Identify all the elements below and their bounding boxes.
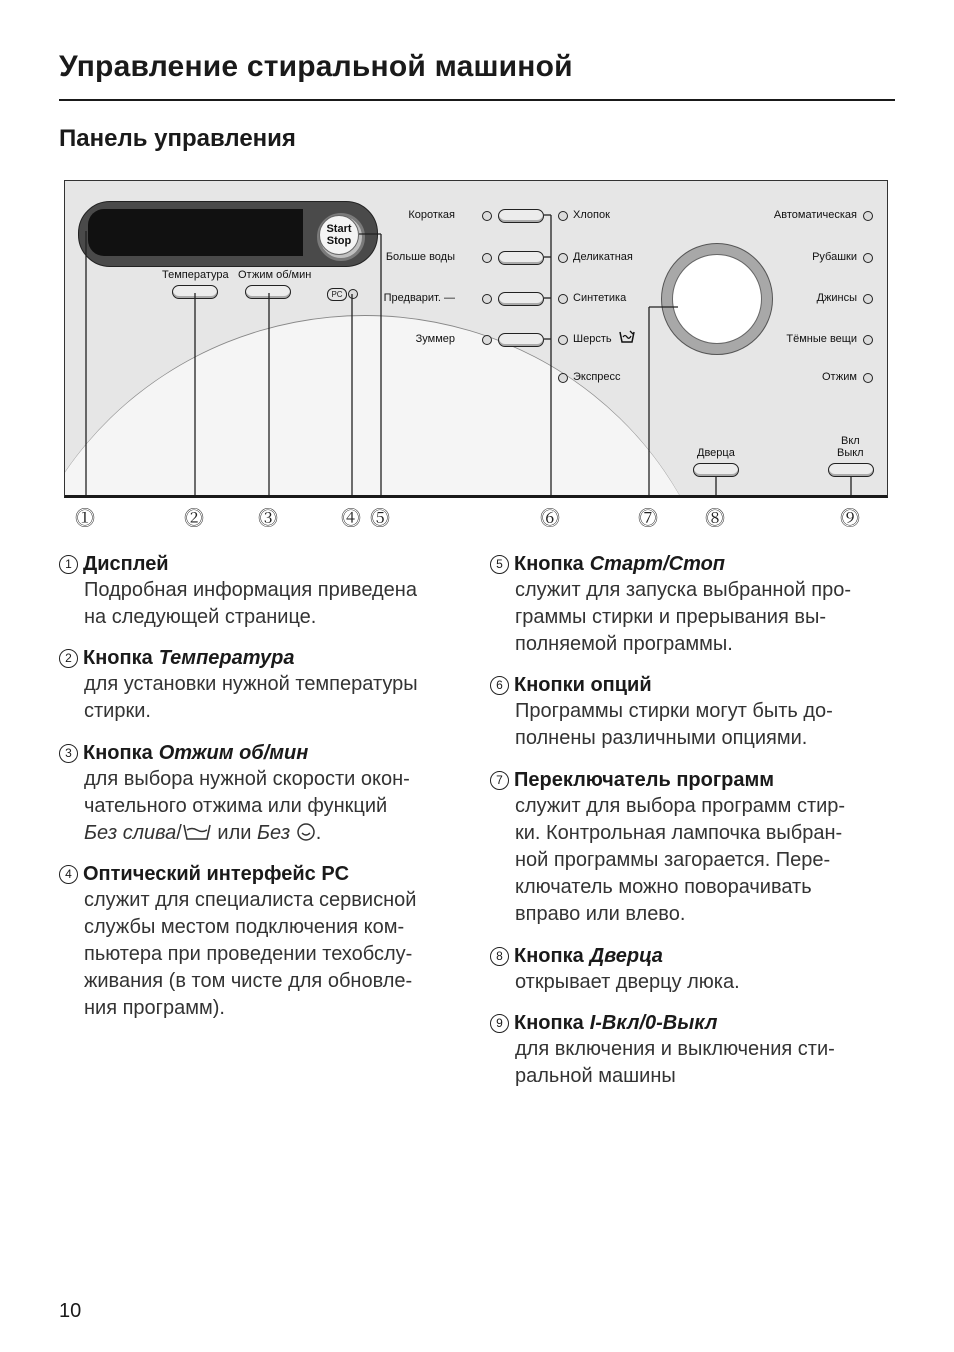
item-body-line: Без слива/ или Без .	[84, 822, 322, 844]
callout-9: ⓽	[840, 508, 860, 530]
item-number: 6	[490, 676, 509, 695]
no-spin-text: Без	[257, 822, 291, 844]
item-body-line: полняемой программы.	[515, 633, 733, 655]
no-drain-tub-icon	[182, 822, 212, 842]
program-label: Деликатная	[573, 251, 633, 263]
item-body-line: для включения и выключения сти-	[515, 1038, 835, 1060]
option-label: Зуммер	[415, 333, 455, 345]
program-label: Синтетика	[573, 292, 627, 304]
start-stop-label-line1: Start	[326, 223, 352, 235]
no-spin-icon	[296, 822, 316, 842]
item-body-line: на следующей странице.	[84, 606, 317, 628]
callout-6: ⓺	[540, 508, 560, 530]
item-number: 5	[490, 555, 509, 574]
item-body-line: ной программы загорается. Пере-	[515, 849, 831, 871]
item-body-line: служит для специалиста сервисной	[84, 889, 417, 911]
item-title: Кнопка	[514, 1012, 584, 1034]
item-body-line: служит для запуска выбранной про-	[515, 579, 852, 601]
item-title: Дисплей	[83, 553, 169, 575]
item-body-line: граммы стирки и прерывания вы-	[515, 606, 826, 628]
item-title: Кнопка	[83, 742, 153, 764]
callout-5: ⓹	[370, 508, 390, 530]
description-item-6	[490, 672, 900, 752]
description-item-5	[490, 551, 900, 658]
control-panel-illustration	[64, 180, 888, 498]
item-title: Кнопка	[514, 553, 584, 575]
temperature-label: Температура	[162, 269, 229, 281]
description-item-2	[59, 645, 469, 725]
description-item-8	[490, 943, 900, 996]
item-body-line: вправо или влево.	[515, 903, 686, 925]
program-label: Джинсы	[816, 292, 857, 304]
program-label: Шерсть	[573, 333, 612, 345]
start-stop-label-line2: Stop	[326, 235, 352, 247]
description-item-9	[490, 1010, 900, 1090]
item-body-line: ключатель можно поворачивать	[515, 876, 812, 898]
or-text: или	[217, 822, 252, 844]
item-body-line: чательного отжима или функций	[84, 795, 388, 817]
item-body-line: Программы стирки могут быть до-	[515, 700, 833, 722]
item-title: Кнопка	[83, 647, 153, 669]
callout-leader-lines	[65, 181, 888, 498]
item-body-line: службы местом подключения ком-	[84, 916, 405, 938]
page-number: 10	[59, 1300, 82, 1322]
program-label: Отжим	[821, 371, 857, 383]
item-number: 3	[59, 744, 78, 763]
description-item-7	[490, 767, 900, 928]
power-label-line1: Вкл	[841, 435, 860, 447]
description-item-1	[59, 551, 469, 631]
program-label: Хлопок	[573, 209, 610, 221]
door-label: Дверца	[697, 447, 735, 459]
option-label: Короткая	[408, 209, 455, 221]
item-title-italic: Отжим об/мин	[158, 742, 309, 764]
item-body-line: служит для выбора программ стир-	[515, 795, 846, 817]
callout-2: ⓶	[184, 508, 204, 530]
item-body-line: Подробная информация приведена	[84, 579, 417, 601]
program-label: Рубашки	[812, 251, 857, 263]
title-divider	[59, 99, 895, 101]
description-item-3	[59, 740, 469, 847]
callout-1: ⓵	[75, 508, 95, 530]
item-number: 4	[59, 865, 78, 884]
page-title: Управление стиральной машиной	[59, 50, 573, 83]
item-body-line: пьютера при проведении техобслу-	[84, 943, 413, 965]
item-number: 1	[59, 555, 78, 574]
item-body-line: полнены различными опциями.	[515, 727, 808, 749]
section-title: Панель управления	[59, 125, 296, 152]
item-number: 9	[490, 1014, 509, 1033]
program-label: Тёмные вещи	[786, 333, 857, 345]
callout-7: ⓻	[638, 508, 658, 530]
item-body-line: стирки.	[84, 700, 151, 722]
item-title-italic: Температура	[158, 647, 295, 669]
item-number: 8	[490, 947, 509, 966]
item-body-line: открывает дверцу люка.	[515, 971, 740, 993]
item-title: Кнопки опций	[514, 674, 652, 696]
item-title-italic: I-Вкл/0-Выкл	[589, 1012, 718, 1034]
item-body-line: для выбора нужной скорости окон-	[84, 768, 410, 790]
item-number: 7	[490, 771, 509, 790]
item-title-italic: Старт/Стоп	[589, 553, 726, 575]
option-label: Больше воды	[385, 251, 455, 263]
program-label: Экспресс	[573, 371, 621, 383]
item-body-line: ральной машины	[515, 1065, 676, 1087]
program-label: Автоматическая	[773, 209, 857, 221]
pc-interface-badge: PC	[327, 288, 347, 301]
power-label-line2: Выкл	[837, 447, 864, 459]
item-body-line: живания (в том чисте для обновле-	[84, 970, 413, 992]
callout-3: ⓷	[258, 508, 278, 530]
callout-4: ⓸	[341, 508, 361, 530]
callout-8: ⓼	[705, 508, 725, 530]
item-body-line: для установки нужной температуры	[84, 673, 418, 695]
item-title: Кнопка	[514, 945, 584, 967]
item-title: Оптический интерфейс PC	[83, 863, 350, 885]
item-body-line: ния программ).	[84, 997, 225, 1019]
item-body-line: ки. Контрольная лампочка выбран-	[515, 822, 843, 844]
description-item-4	[59, 861, 469, 1022]
item-number: 2	[59, 649, 78, 668]
spin-label: Отжим об/мин	[238, 269, 312, 281]
no-drain-text: Без слива	[84, 822, 177, 844]
item-title-italic: Дверца	[589, 945, 663, 967]
option-label: Предварит. —	[383, 292, 455, 304]
item-title: Переключатель программ	[514, 769, 775, 791]
